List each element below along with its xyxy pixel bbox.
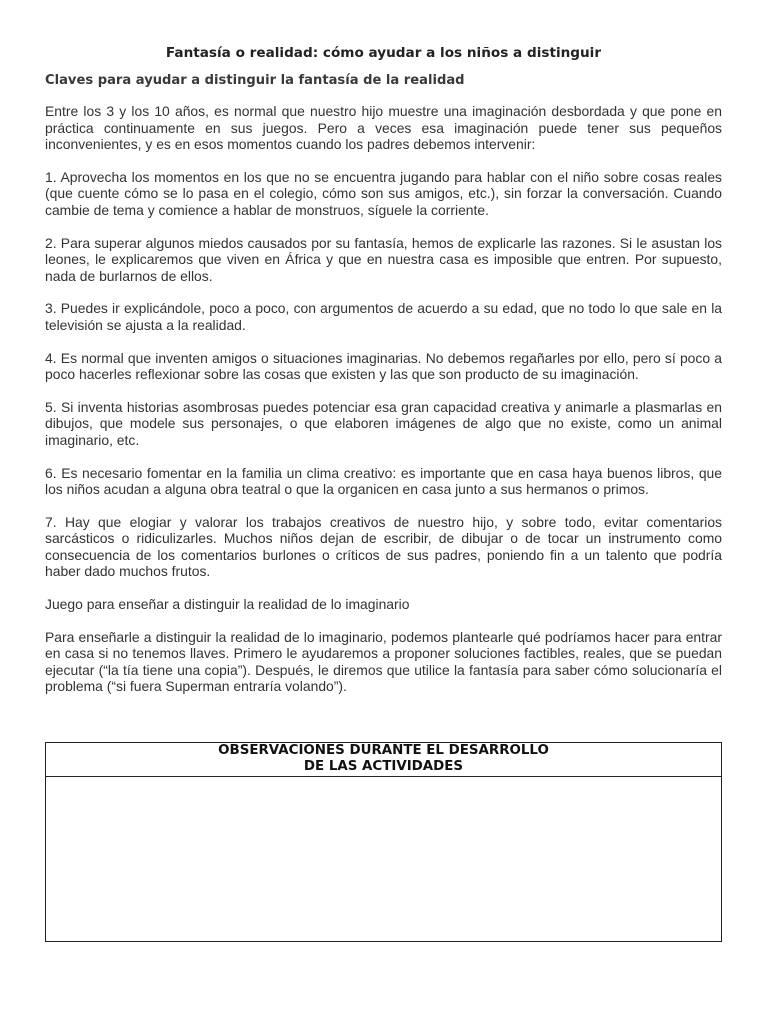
observations-table-body[interactable] xyxy=(46,777,721,941)
tip-paragraph-4: 4. Es normal que inventen amigos o situaciones imaginarias. No debemos regañarles por ello, pero sí poco a poco hacerles reflexionar sobre las cosas que existen y las que son producto de su imaginación. xyxy=(45,349,722,383)
tip-paragraph-1: 1. Aprovecha los momentos en los que no se encuentra jugando para hablar con el niño sobre cosas reales (que cuente cómo se lo pasa en el colegio, cómo son sus amigos, etc.), sin forzar la conversación. Cuando cambie de tema y comience a hablar de monstruos, síguele la corriente. xyxy=(45,168,722,218)
document-page xyxy=(45,44,722,711)
tip-paragraph-7: 7. Hay que elogiar y valorar los trabajos creativos de nuestro hijo, y sobre todo, evitar comentarios sarcásticos o ridiculizarles. Muchos niños dejan de escribir, de dibujar o de tocar un instrumento como consecuencia de los comentarios burlones o críticos de sus padres, poniendo fin a un talento que podría haber dado muchos frutos. xyxy=(45,513,722,580)
observations-table xyxy=(45,742,722,942)
tip-paragraph-3: 3. Puedes ir explicándole, poco a poco, con argumentos de acuerdo a su edad, que no todo lo que sale en la televisión se ajusta a la realidad. xyxy=(45,300,722,333)
tip-paragraph-2: 2. Para superar algunos miedos causados por su fantasía, hemos de explicarle las razones. Si le asustan los leones, le explicaremos que viven en África y que en nuestra casa es imposible que entren. Por supuesto, nada de burlarnos de ellos. xyxy=(45,234,722,284)
section-subtitle: Claves para ayudar a distinguir la fantasía de la realidad xyxy=(45,73,465,88)
tip-paragraph-5: 5. Si inventa historias asombrosas puedes potenciar esa gran capacidad creativa y animarle a plasmarlas en dibujos, que modele sus personajes, o que elaboren imágenes de algo que no existe, como un animal imaginario, etc. xyxy=(45,398,722,448)
observations-header-line-2: DE LAS ACTIVIDADES xyxy=(303,759,464,774)
tip-paragraph-6: 6. Es necesario fomentar en la familia un clima creativo: es importante que en casa haya buenos libros, que los niños acudan a alguna obra teatral o que la organicen en casa junto a sus hermanos o primos. xyxy=(45,464,722,498)
game-heading: Juego para enseñar a distinguir la realidad de lo imaginario xyxy=(45,596,410,613)
game-paragraph: Para enseñarle a distinguir la realidad de lo imaginario, podemos plantearle qué podríamos hacer para entrar en casa si no tenemos llaves. Primero le ayudaremos a proponer soluciones factibles, reales, que se puedan ejecutar (“la tía tiene una copia”). Después, le diremos que utilice la fantasía para saber cómo solucionaría el problema (“si fuera Superman entraría volando”). xyxy=(45,628,722,695)
intro-paragraph: Entre los 3 y los 10 años, es normal que nuestro hijo muestre una imaginación desbordada y que pone en práctica continuamente en sus juegos. Pero a veces esa imaginación puede tener sus pequeños inconvenientes, y es en esos momentos cuando los padres debemos intervenir: xyxy=(45,103,722,153)
observations-header-line-1: OBSERVACIONES DURANTE EL DESARROLLO xyxy=(218,743,549,758)
observations-table-header xyxy=(46,743,721,777)
document-title: Fantasía o realidad: cómo ayudar a los niños a distinguir xyxy=(165,45,602,61)
